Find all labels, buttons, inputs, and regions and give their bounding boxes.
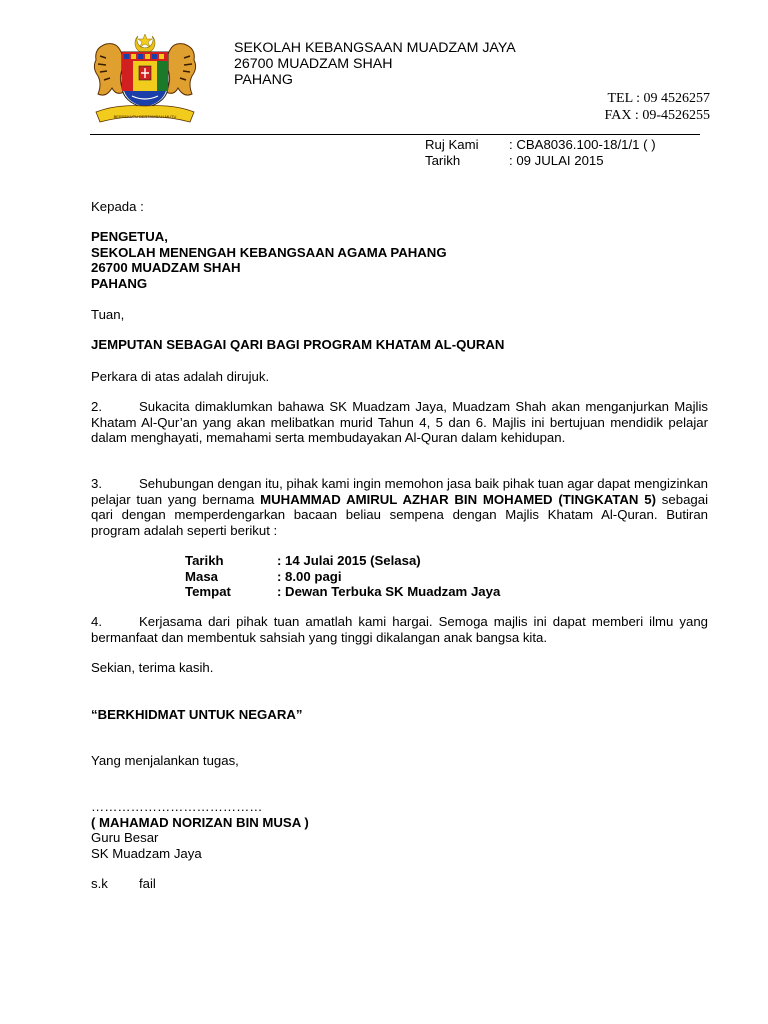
program-label: Masa [185, 568, 218, 584]
paragraph-4 [91, 614, 708, 645]
program-row-venue [185, 584, 500, 600]
ruj-label: Ruj Kami [425, 137, 479, 152]
tarikh-label: Tarikh [425, 152, 461, 168]
motto: “BERKHIDMAT UNTUK NEGARA” [91, 707, 303, 722]
school-name: SEKOLAH KEBANGSAAN MUADZAM JAYA [234, 40, 516, 56]
program-details [185, 553, 500, 600]
fax-number: FAX : 09-4526255 [604, 108, 710, 123]
program-label: Tarikh [185, 553, 224, 568]
program-label: Tempat [185, 584, 231, 599]
paragraph-3-text-b: sebagai qari dengan memperdengarkan bacaan beliau sempena dengan Majlis Khatam Al-Quran. Butiran program adalah seperti berikut : [91, 491, 708, 538]
program-value: : Dewan Terbuka SK Muadzam Jaya [277, 584, 501, 599]
paragraph-2-text: Sukacita dimaklumkan bahawa SK Muadzam Jaya, Muadzam Shah akan menganjurkan Majlis Khatam Al-Qur’an yang akan melibatkan murid Tahun 4, 5 dan 6. Majlis ini bertujuan mendidik pelajar dalam menghayati, memahami serta membudayakan Al-Quran dalam kehidupan. [91, 399, 708, 445]
signature-line: ………………………………… [91, 799, 263, 814]
sk-value: fail [139, 876, 156, 891]
letter-subject: JEMPUTAN SEBAGAI QARI BAGI PROGRAM KHATAM AL-QURAN [91, 337, 505, 352]
coat-of-arms-crest [88, 30, 202, 130]
school-state: PAHANG [234, 72, 293, 88]
telephone-number: TEL : 09 4526257 [607, 91, 710, 106]
program-value: : 8.00 pagi [277, 568, 342, 584]
header-divider [90, 134, 700, 135]
paragraph-4-number: 4. [91, 614, 102, 629]
recipient-line-3: 26700 MUADZAM SHAH [91, 260, 241, 275]
ruj-value: : CBA8036.100-18/1/1 ( ) [509, 137, 656, 152]
yang-menjalankan-tugas: Yang menjalankan tugas, [91, 753, 239, 768]
signer-name: ( MAHAMAD NORIZAN BIN MUSA ) [91, 814, 309, 830]
tarikh-value: : 09 JULAI 2015 [509, 152, 604, 168]
closing-line: Sekian, terima kasih. [91, 660, 214, 675]
signer-organization: SK Muadzam Jaya [91, 845, 202, 861]
school-postcode-city: 26700 MUADZAM SHAH [234, 56, 393, 72]
paragraph-3-number: 3. [91, 476, 102, 491]
reference-block [425, 137, 656, 168]
program-value: : 14 Julai 2015 (Selasa) [277, 553, 421, 568]
copy-to-line [91, 876, 156, 892]
kepada-label: Kepada : [91, 199, 144, 214]
signature-block [91, 799, 309, 861]
recipient-line-2: SEKOLAH MENENGAH KEBANGSAAN AGAMA PAHANG [91, 244, 447, 260]
student-name: MUHAMMAD AMIRUL AZHAR BIN MOHAMED (TINGKATAN 5) [260, 491, 656, 507]
sk-label: s.k [91, 876, 108, 891]
salutation: Tuan, [91, 307, 125, 322]
paragraph-2 [91, 399, 708, 446]
crest-banner-text: BERSEKUTU BERTAMBAH MUTU [113, 114, 177, 119]
paragraph-3 [91, 476, 708, 538]
recipient-line-4: PAHANG [91, 275, 148, 291]
contact-block [604, 90, 710, 124]
intro-sentence: Perkara di atas adalah dirujuk. [91, 369, 270, 384]
signer-title: Guru Besar [91, 830, 159, 845]
paragraph-4-text: Kerjasama dari pihak tuan amatlah kami hargai. Semoga majlis ini dapat memberi ilmu yang bermanfaat dan membentuk sahsiah yang tinggi dikalangan anak bangsa kita. [91, 614, 708, 645]
school-address-block [234, 40, 516, 88]
paragraph-3-text-a: Sehubungan dengan itu, pihak kami ingin memohon jasa baik pihak tuan agar dapat mengizinkan pelajar tuan yang bernama [91, 476, 708, 507]
recipient-address [91, 229, 447, 291]
program-row-time [185, 569, 500, 585]
program-row-date [185, 553, 500, 569]
recipient-line-1: PENGETUA, [91, 229, 168, 244]
paragraph-2-number: 2. [91, 399, 102, 414]
